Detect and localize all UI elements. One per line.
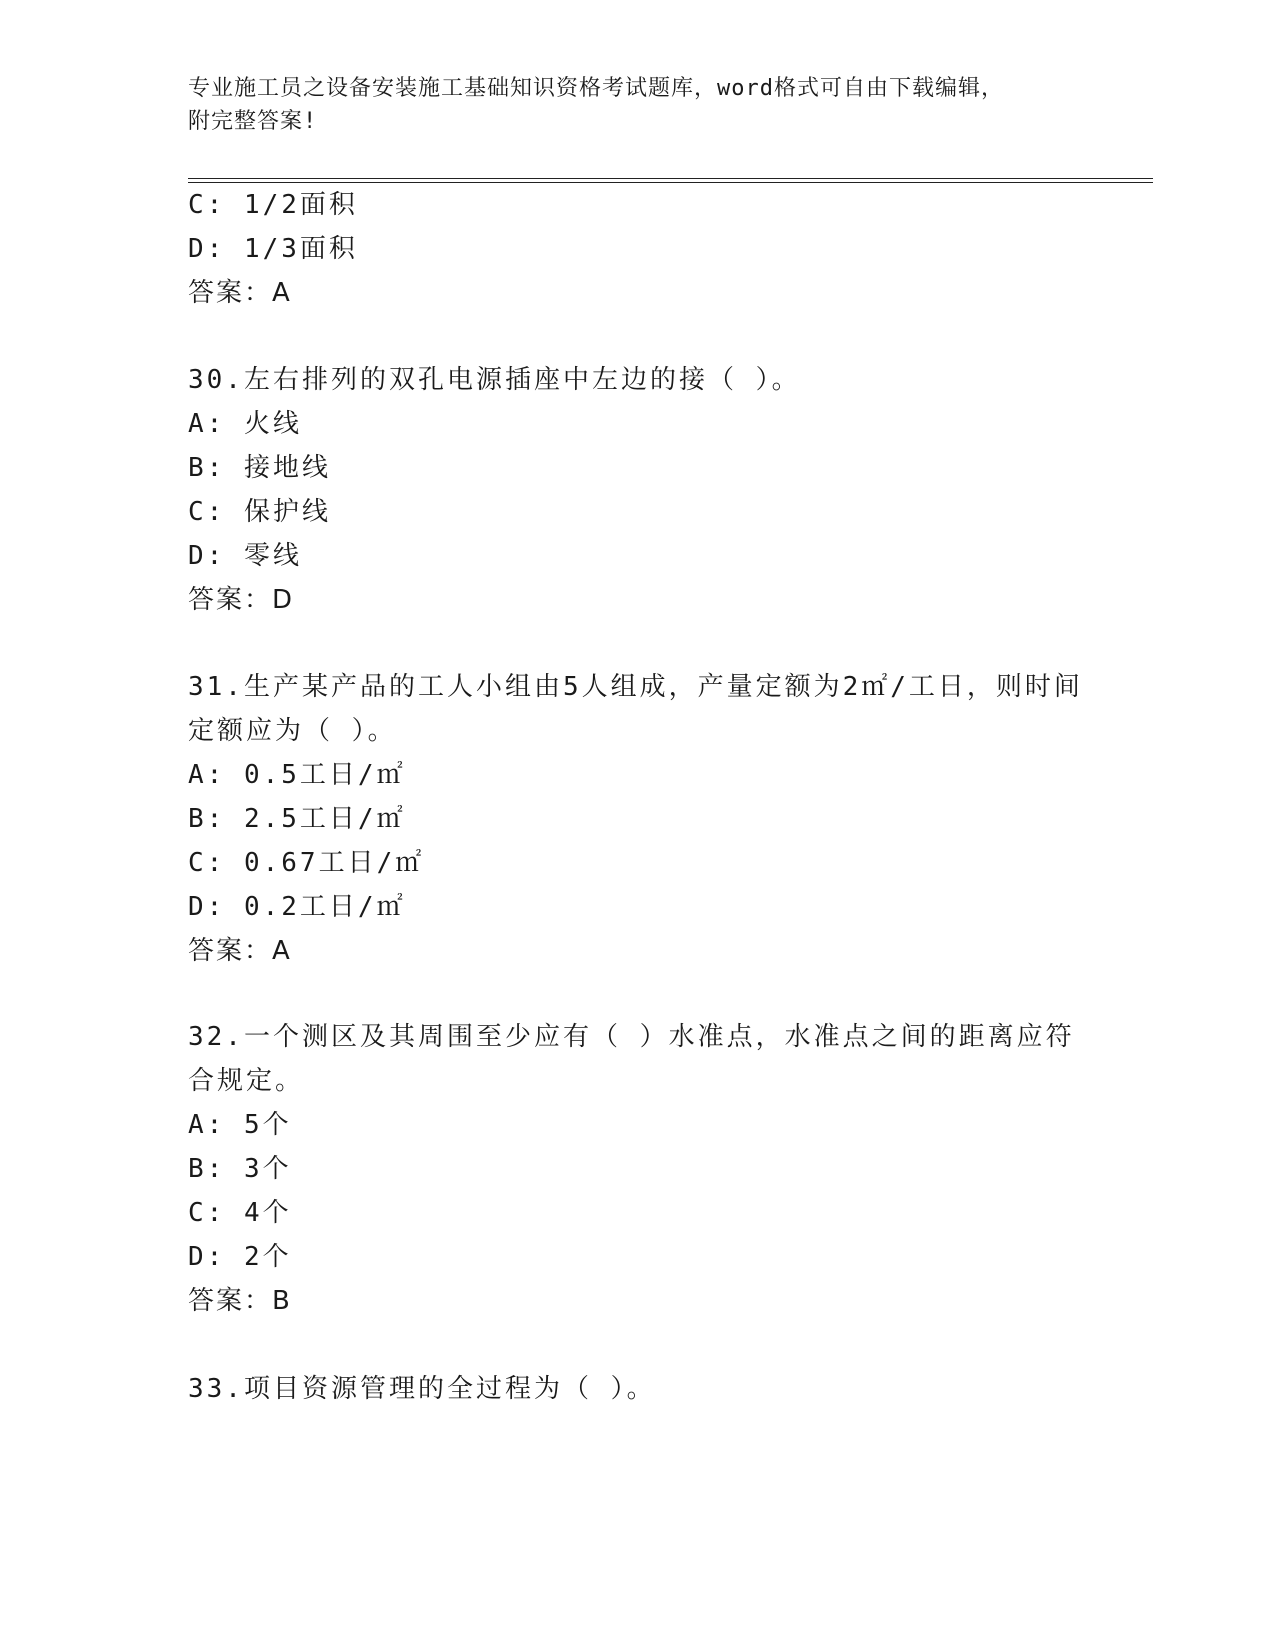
answer: 答案：A <box>188 278 292 308</box>
answer: 答案：A <box>188 936 292 966</box>
option-d: D: 零线 <box>188 541 302 571</box>
answer: 答案：B <box>188 1286 292 1316</box>
option-a: A: 5个 <box>188 1110 292 1140</box>
option-a: A: 0.5工日/㎡ <box>188 760 406 790</box>
option-c: C: 保护线 <box>188 497 331 527</box>
header-line-2: 附完整答案! <box>188 109 318 134</box>
option-b: B: 接地线 <box>188 453 331 483</box>
option-c: C: 4个 <box>188 1198 292 1228</box>
option-b: B: 3个 <box>188 1154 292 1184</box>
question-stem-line-1: 31.生产某产品的工人小组由5人组成，产量定额为2㎡/工日，则时间 <box>188 672 1083 702</box>
question-stem-line-2: 合规定。 <box>188 1066 305 1096</box>
question-stem: 30.左右排列的双孔电源插座中左边的接（ ）。 <box>188 365 801 395</box>
question-stem-line-1: 32.一个测区及其周围至少应有（ ）水准点，水准点之间的距离应符 <box>188 1022 1075 1052</box>
answer: 答案：D <box>188 585 295 615</box>
header-divider <box>188 178 1153 183</box>
header-line-1: 专业施工员之设备安装施工基础知识资格考试题库，word格式可自由下载编辑， <box>188 76 1004 101</box>
option-b: B: 2.5工日/㎡ <box>188 804 406 834</box>
option-a: A: 火线 <box>188 409 302 439</box>
option-d: D: 1/3面积 <box>188 234 358 264</box>
option-d: D: 0.2工日/㎡ <box>188 892 406 922</box>
document-header <box>188 72 1068 138</box>
option-c: C: 0.67工日/㎡ <box>188 848 425 878</box>
question-stem: 33.项目资源管理的全过程为（ ）。 <box>188 1374 656 1404</box>
option-c: C: 1/2面积 <box>188 190 358 220</box>
question-stem-line-2: 定额应为（ ）。 <box>188 716 397 746</box>
option-d: D: 2个 <box>188 1242 292 1272</box>
